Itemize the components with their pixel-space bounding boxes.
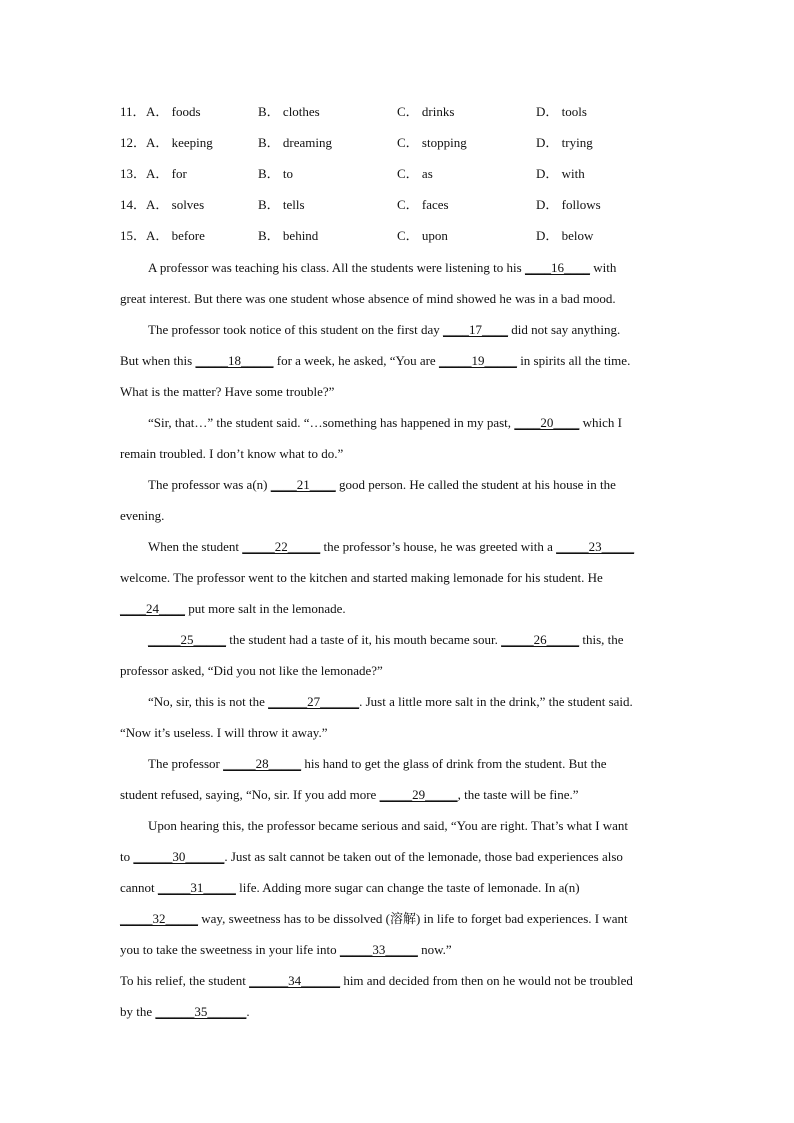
passage-text: The professor <box>148 756 224 771</box>
answer-blank[interactable]: _____31_____ <box>157 880 236 895</box>
answer-blank[interactable]: ____20____ <box>514 415 580 430</box>
question-number: 15． <box>120 228 147 243</box>
passage-line <box>120 289 670 309</box>
passage-line <box>120 382 670 402</box>
passage-text: What is the matter? Have some trouble?” <box>120 384 335 399</box>
answer-blank[interactable]: _____18_____ <box>195 353 274 368</box>
passage-text: A professor was teaching his class. All the students were listening to his <box>148 260 525 275</box>
passage-text: for a week, he asked, “You are <box>273 353 439 368</box>
answer-blank[interactable]: _____23_____ <box>556 539 635 554</box>
passage-text: . Just a little more salt in the drink,” the student said. <box>359 694 633 709</box>
passage-text: this, the <box>579 632 624 647</box>
passage-line <box>120 599 670 619</box>
answer-blank[interactable]: ____24____ <box>120 601 185 616</box>
option-a: A． before <box>146 228 205 243</box>
passage-text: his hand to get the glass of drink from the student. But the <box>301 756 607 771</box>
passage-text: him and decided from then on he would not be troubled <box>340 973 633 988</box>
passage-line <box>120 785 670 805</box>
passage-text: cannot <box>120 880 158 895</box>
option-a: A． foods <box>146 104 201 119</box>
option-b: B． dreaming <box>258 135 333 150</box>
option-b: B． to <box>258 166 294 181</box>
answer-blank[interactable]: _____26_____ <box>501 632 580 647</box>
passage-text: did not say anything. <box>507 322 621 337</box>
option-c: C． upon <box>397 228 448 243</box>
passage-line <box>148 413 670 433</box>
passage-text: way, sweetness has to be dissolved (溶解) in life to forget bad experiences. I want <box>198 911 628 926</box>
answer-blank[interactable]: ______34______ <box>249 973 341 988</box>
passage-line <box>120 878 670 898</box>
passage-line <box>148 816 670 836</box>
passage-line <box>120 909 670 929</box>
passage-line <box>120 444 670 464</box>
passage-text: remain troubled. I don’t know what to do.” <box>120 446 344 461</box>
passage-text: “Sir, that…” the student said. “…something has happened in my past, <box>148 415 515 430</box>
answer-blank[interactable]: _____19_____ <box>438 353 517 368</box>
passage-line <box>148 258 670 278</box>
passage-text: by the <box>120 1004 156 1019</box>
passage-text: good person. He called the student at his house in the <box>335 477 616 492</box>
option-b: B． behind <box>258 228 319 243</box>
option-c: C． faces <box>397 197 449 212</box>
answer-blank[interactable]: ____17____ <box>442 322 508 337</box>
passage-line <box>120 506 670 526</box>
passage-line <box>120 971 670 991</box>
option-c: C． stopping <box>397 135 467 150</box>
option-a: A． keeping <box>146 135 213 150</box>
option-a: A． solves <box>146 197 205 212</box>
passage-text: to <box>120 849 134 864</box>
passage-text: “Now it’s useless. I will throw it away.” <box>120 725 328 740</box>
option-d: D． trying <box>536 135 593 150</box>
option-d: D． with <box>536 166 585 181</box>
passage-line <box>120 1002 670 1022</box>
passage-text: with <box>589 260 617 275</box>
passage-text: Upon hearing this, the professor became serious and said, “You are right. That’s what I want <box>148 818 629 833</box>
passage-text: evening. <box>120 508 165 523</box>
passage-text: When the student <box>148 539 243 554</box>
passage-text: But when this <box>120 353 196 368</box>
option-b: B． tells <box>258 197 305 212</box>
question-number: 13． <box>120 166 147 181</box>
passage-text: put more salt in the lemonade. <box>185 601 346 616</box>
option-c: C． drinks <box>397 104 455 119</box>
passage-text: professor asked, “Did you not like the lemonade?” <box>120 663 383 678</box>
passage-text: you to take the sweetness in your life into <box>120 942 340 957</box>
passage-text: . Just as salt cannot be taken out of the lemonade, those bad experiences also <box>224 849 623 864</box>
question-number: 14． <box>120 197 147 212</box>
passage-line <box>148 475 670 495</box>
question-number: 11． <box>120 104 146 119</box>
answer-blank[interactable]: ____21____ <box>270 477 336 492</box>
passage-text: welcome. The professor went to the kitchen and started making lemonade for his student. He <box>120 570 603 585</box>
option-c: C． as <box>397 166 433 181</box>
passage-line <box>120 351 670 371</box>
passage-line <box>120 661 670 681</box>
passage-line <box>148 692 670 712</box>
passage-text: The professor was a(n) <box>148 477 271 492</box>
passage-text: the professor’s house, he was greeted with a <box>320 539 557 554</box>
passage-line <box>120 847 670 867</box>
option-a: A． for <box>146 166 187 181</box>
passage-line <box>148 320 670 340</box>
passage-text: The professor took notice of this student on the first day <box>148 322 443 337</box>
passage-text: in spirits all the time. <box>516 353 631 368</box>
passage-text: the student had a taste of it, his mouth became sour. <box>226 632 502 647</box>
answer-blank[interactable]: _____25_____ <box>148 632 226 647</box>
passage-line <box>148 537 670 557</box>
passage-text: To his relief, the student <box>120 973 250 988</box>
passage-line <box>148 754 670 774</box>
passage-text: now.” <box>417 942 452 957</box>
passage-text: which I <box>579 415 622 430</box>
answer-blank[interactable]: ____16____ <box>524 260 590 275</box>
passage-text: . <box>246 1004 250 1019</box>
option-b: B． clothes <box>258 104 320 119</box>
passage-text: life. Adding more sugar can change the taste of lemonade. In a(n) <box>235 880 580 895</box>
answer-blank[interactable]: _____33_____ <box>339 942 418 957</box>
option-d: D． below <box>536 228 594 243</box>
answer-blank[interactable]: _____22_____ <box>242 539 321 554</box>
answer-blank[interactable]: ______30______ <box>133 849 225 864</box>
answer-blank[interactable]: ______27______ <box>268 694 360 709</box>
passage-text: student refused, saying, “No, sir. If you add more <box>120 787 380 802</box>
question-number: 12． <box>120 135 147 150</box>
answer-blank[interactable]: _____32_____ <box>120 911 198 926</box>
answer-blank[interactable]: _____29_____ <box>379 787 458 802</box>
passage-line <box>120 723 670 743</box>
passage-text: , the taste will be fine.” <box>457 787 579 802</box>
passage-line <box>120 940 670 960</box>
option-d: D． tools <box>536 104 587 119</box>
passage-text: “No, sir, this is not the <box>148 694 269 709</box>
answer-blank[interactable]: _____28_____ <box>223 756 302 771</box>
option-d: D． follows <box>536 197 601 212</box>
passage-line <box>120 568 670 588</box>
passage-line <box>148 630 670 650</box>
passage-text: great interest. But there was one student whose absence of mind showed he was in a bad mood. <box>120 291 616 306</box>
answer-blank[interactable]: ______35______ <box>155 1004 247 1019</box>
